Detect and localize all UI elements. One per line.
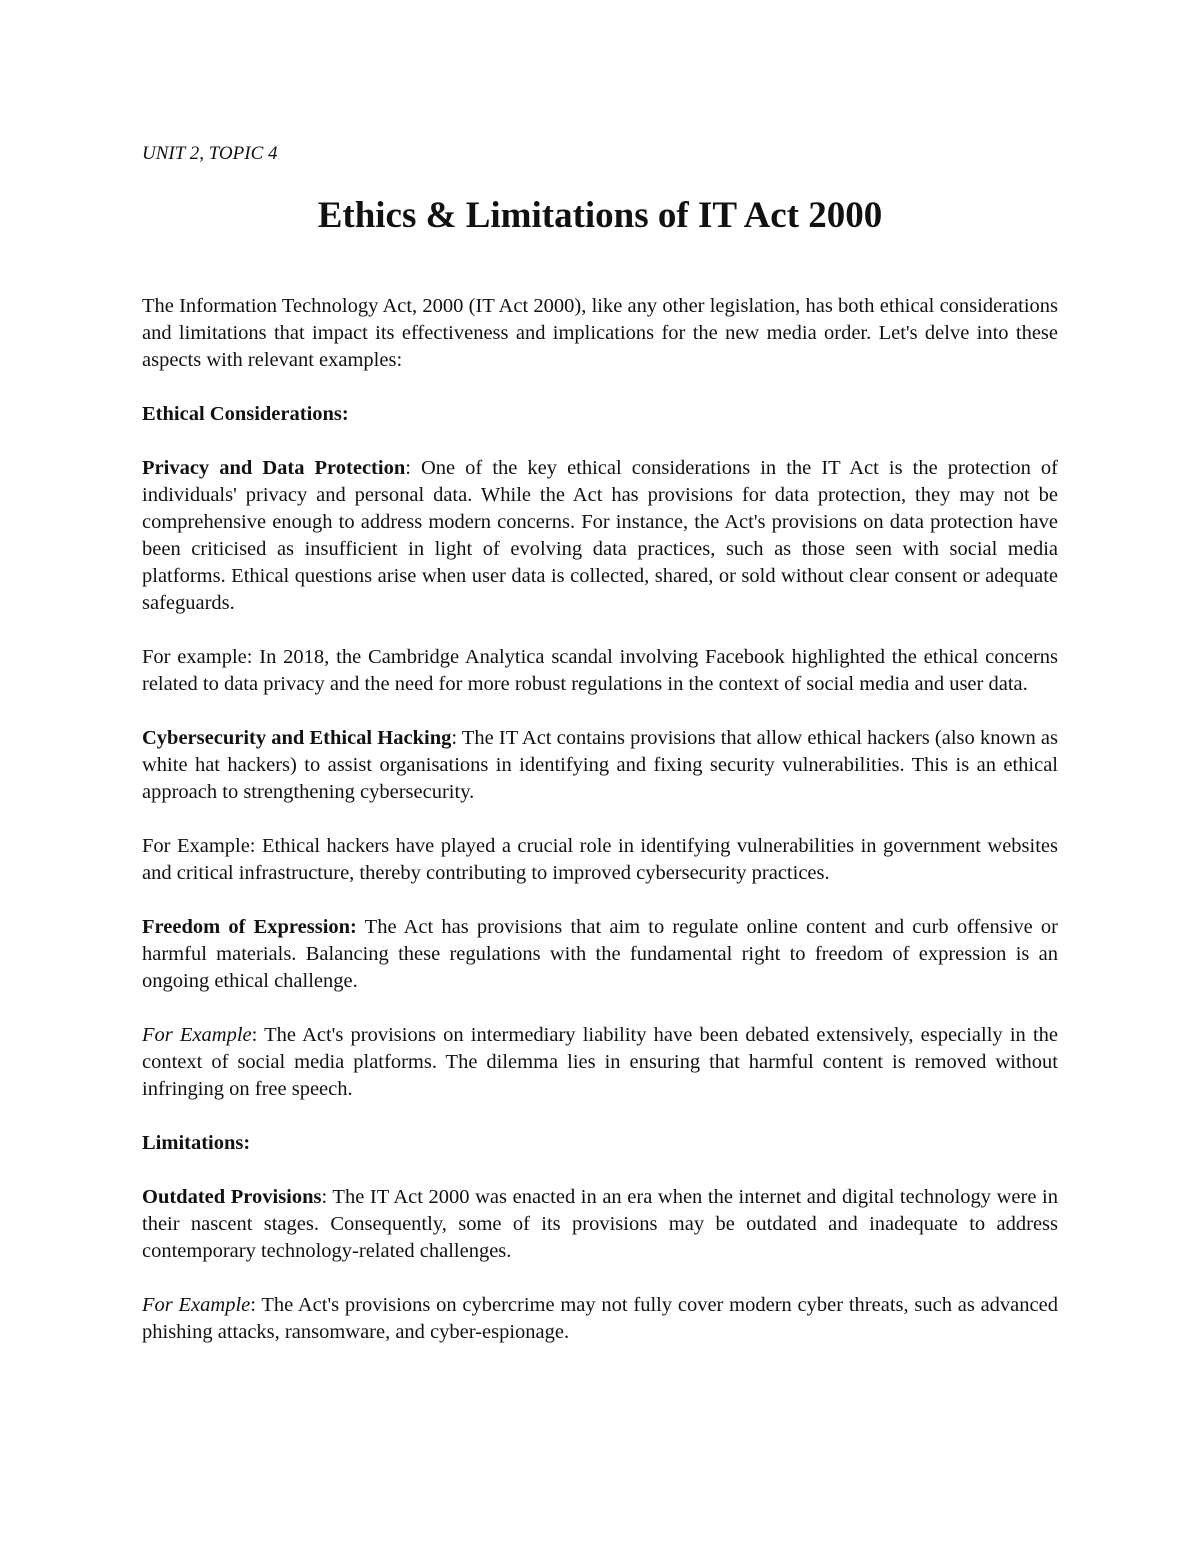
cyber-paragraph: [142, 725, 1058, 806]
outdated-example-text: : The Act's provisions on cybercrime may not fully cover modern cyber threats, such as advanced phishing attacks, ransomware, and cyber-espionage.: [142, 1294, 1058, 1343]
page-title: Ethics & Limitations of IT Act 2000: [317, 195, 883, 236]
cyber-term: Cybersecurity and Ethical Hacking: [142, 727, 452, 749]
expression-example-label: For Example: [142, 1024, 252, 1046]
outdated-example-label: For Example: [142, 1294, 251, 1316]
expression-example-text: : The Act's provisions on intermediary liability have been debated extensively, especially in the context of social media platforms. The dilemma lies in ensuring that harmful content is removed without infringing on free speech.: [142, 1024, 1058, 1100]
section-heading-limitations: Limitations:: [142, 1132, 251, 1154]
intro-paragraph: The Information Technology Act, 2000 (IT Act 2000), like any other legislation, has both ethical considerations and limitations that impact its effectiveness and implications for the new media order. Let's delve into these aspects with relevant examples:: [142, 295, 1058, 371]
cyber-text: : The IT Act contains provisions that allow ethical hackers (also known as white hat hackers) to assist organisations in identifying and fixing security vulnerabilities. This is an ethical approach to strengthening cybersecurity.: [142, 727, 1058, 803]
document-body: [142, 293, 1058, 1373]
privacy-example: For example: In 2018, the Cambridge Analytica scandal involving Facebook highlighted the ethical concerns related to data privacy and the need for more robust regulations in the context of social media and user data.: [142, 646, 1058, 695]
unit-label: UNIT 2, TOPIC 4: [142, 143, 278, 164]
cyber-example: For Example: Ethical hackers have played a crucial role in identifying vulnerabilities in government websites and critical infrastructure, thereby contributing to improved cybersecurity practices.: [142, 835, 1058, 884]
privacy-paragraph: [142, 455, 1058, 617]
expression-text: The Act has provisions that aim to regulate online content and curb offensive or harmful materials. Balancing these regulations with the fundamental right to freedom of expression is an ongoing ethical challenge.: [142, 916, 1058, 992]
section-heading-ethical: Ethical Considerations:: [142, 403, 349, 425]
expression-paragraph: [142, 914, 1058, 995]
privacy-term: Privacy and Data Protection: [142, 457, 406, 479]
expression-example: [142, 1022, 1058, 1103]
outdated-text: : The IT Act 2000 was enacted in an era when the internet and digital technology were in their nascent stages. Consequently, some of its provisions may be outdated and inadequate to address contemporary technology-related challenges.: [142, 1186, 1058, 1262]
outdated-paragraph: [142, 1184, 1058, 1265]
outdated-term: Outdated Provisions: [142, 1186, 322, 1208]
privacy-text: : One of the key ethical considerations in the IT Act is the protection of individuals' privacy and personal data. While the Act has provisions for data protection, they may not be comprehensive enough to address modern concerns. For instance, the Act's provisions on data protection have been criticised as insufficient in light of evolving data practices, such as those seen with social media platforms. Ethical questions arise when user data is collected, shared, or sold without clear consent or adequate safeguards.: [142, 457, 1058, 614]
expression-term: Freedom of Expression:: [142, 916, 357, 938]
outdated-example: [142, 1292, 1058, 1346]
